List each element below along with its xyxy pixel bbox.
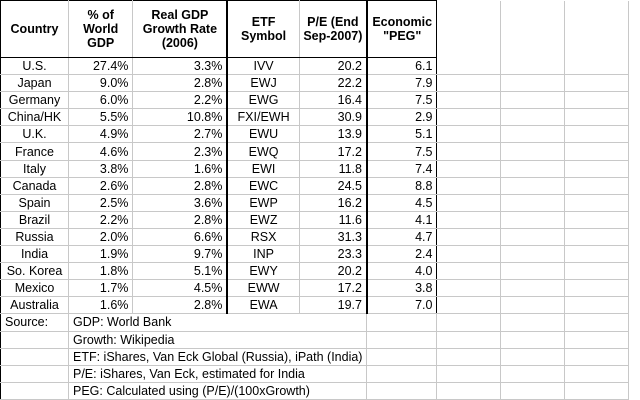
empty-cell bbox=[437, 382, 501, 399]
cell-peg: 7.5 bbox=[367, 143, 437, 160]
empty-cell bbox=[565, 246, 629, 263]
cell-country: So. Korea bbox=[1, 263, 69, 280]
empty-cell bbox=[437, 365, 501, 382]
cell-country: Australia bbox=[1, 297, 69, 314]
table-row bbox=[1, 58, 629, 75]
header-country: Country bbox=[1, 1, 69, 58]
empty-cell bbox=[501, 280, 565, 297]
source-note-text: ETF: iShares, Van Eck Global (Russia), iPath (India) bbox=[69, 348, 367, 365]
cell-etf-symbol: EWI bbox=[227, 160, 299, 177]
source-note-text: P/E: iShares, Van Eck, estimated for India bbox=[69, 365, 367, 382]
empty-cell bbox=[565, 280, 629, 297]
empty-cell bbox=[501, 58, 565, 75]
empty-cell bbox=[437, 263, 501, 280]
empty-cell bbox=[501, 348, 565, 365]
cell-etf-symbol: EWW bbox=[227, 280, 299, 297]
cell-growth-rate: 2.8% bbox=[133, 177, 227, 194]
table-row bbox=[1, 109, 629, 126]
empty-cell bbox=[437, 314, 501, 331]
cell-pe: 22.2 bbox=[299, 75, 367, 92]
cell-country: Japan bbox=[1, 75, 69, 92]
table-row bbox=[1, 177, 629, 194]
cell-pe: 11.8 bbox=[299, 160, 367, 177]
empty-cell bbox=[1, 331, 69, 348]
table-row bbox=[1, 92, 629, 109]
header-row bbox=[1, 1, 629, 58]
cell-growth-rate: 2.8% bbox=[133, 211, 227, 228]
cell-world-gdp: 27.4% bbox=[69, 58, 133, 75]
cell-etf-symbol: EWJ bbox=[227, 75, 299, 92]
cell-growth-rate: 10.8% bbox=[133, 109, 227, 126]
cell-world-gdp: 2.6% bbox=[69, 177, 133, 194]
empty-cell bbox=[501, 228, 565, 245]
empty-cell bbox=[501, 160, 565, 177]
cell-growth-rate: 2.8% bbox=[133, 75, 227, 92]
empty-cell bbox=[565, 1, 629, 58]
empty-cell bbox=[437, 348, 501, 365]
cell-world-gdp: 3.8% bbox=[69, 160, 133, 177]
cell-country: Italy bbox=[1, 160, 69, 177]
cell-country: China/HK bbox=[1, 109, 69, 126]
cell-pe: 13.9 bbox=[299, 126, 367, 143]
empty-cell bbox=[437, 1, 501, 58]
source-note-row bbox=[1, 348, 629, 365]
empty-cell bbox=[501, 211, 565, 228]
cell-peg: 7.0 bbox=[367, 297, 437, 314]
source-note-text: Growth: Wikipedia bbox=[69, 331, 367, 348]
table-row bbox=[1, 297, 629, 314]
empty-cell bbox=[437, 92, 501, 109]
table-row bbox=[1, 280, 629, 297]
empty-cell bbox=[437, 297, 501, 314]
cell-world-gdp: 1.6% bbox=[69, 297, 133, 314]
empty-cell bbox=[1, 348, 69, 365]
cell-country: Spain bbox=[1, 194, 69, 211]
cell-country: Russia bbox=[1, 228, 69, 245]
source-note-row bbox=[1, 365, 629, 382]
empty-cell bbox=[501, 126, 565, 143]
cell-world-gdp: 6.0% bbox=[69, 92, 133, 109]
empty-cell bbox=[437, 331, 501, 348]
empty-cell bbox=[565, 126, 629, 143]
empty-cell bbox=[565, 194, 629, 211]
cell-world-gdp: 1.9% bbox=[69, 246, 133, 263]
empty-cell bbox=[501, 263, 565, 280]
empty-cell bbox=[565, 109, 629, 126]
empty-cell bbox=[565, 382, 629, 399]
empty-cell bbox=[367, 331, 437, 348]
cell-growth-rate: 2.3% bbox=[133, 143, 227, 160]
table-row bbox=[1, 143, 629, 160]
empty-cell bbox=[565, 365, 629, 382]
empty-cell bbox=[437, 143, 501, 160]
cell-growth-rate: 2.7% bbox=[133, 126, 227, 143]
empty-cell bbox=[437, 194, 501, 211]
empty-cell bbox=[367, 365, 437, 382]
cell-peg: 7.5 bbox=[367, 92, 437, 109]
empty-cell bbox=[437, 58, 501, 75]
cell-peg: 3.8 bbox=[367, 280, 437, 297]
empty-cell bbox=[501, 365, 565, 382]
empty-cell bbox=[565, 160, 629, 177]
cell-country: Brazil bbox=[1, 211, 69, 228]
empty-cell bbox=[565, 92, 629, 109]
empty-cell bbox=[501, 246, 565, 263]
cell-world-gdp: 9.0% bbox=[69, 75, 133, 92]
cell-pe: 20.2 bbox=[299, 58, 367, 75]
source-note-row bbox=[1, 314, 629, 331]
empty-cell bbox=[565, 331, 629, 348]
empty-cell bbox=[565, 211, 629, 228]
cell-etf-symbol: EWU bbox=[227, 126, 299, 143]
empty-cell bbox=[437, 75, 501, 92]
cell-pe: 17.2 bbox=[299, 143, 367, 160]
empty-cell bbox=[437, 211, 501, 228]
cell-growth-rate: 9.7% bbox=[133, 246, 227, 263]
empty-cell bbox=[501, 382, 565, 399]
cell-world-gdp: 2.5% bbox=[69, 194, 133, 211]
table-row bbox=[1, 160, 629, 177]
cell-pe: 31.3 bbox=[299, 228, 367, 245]
cell-peg: 6.1 bbox=[367, 58, 437, 75]
empty-cell bbox=[565, 297, 629, 314]
empty-cell bbox=[367, 382, 437, 399]
cell-world-gdp: 1.8% bbox=[69, 263, 133, 280]
cell-peg: 4.0 bbox=[367, 263, 437, 280]
cell-country: Germany bbox=[1, 92, 69, 109]
source-note-text: GDP: World Bank bbox=[69, 314, 367, 331]
cell-world-gdp: 1.7% bbox=[69, 280, 133, 297]
cell-peg: 5.1 bbox=[367, 126, 437, 143]
cell-peg: 4.5 bbox=[367, 194, 437, 211]
cell-etf-symbol: EWA bbox=[227, 297, 299, 314]
cell-growth-rate: 2.8% bbox=[133, 297, 227, 314]
empty-cell bbox=[501, 177, 565, 194]
cell-etf-symbol: EWG bbox=[227, 92, 299, 109]
empty-cell bbox=[501, 92, 565, 109]
header-pe: P/E (End Sep-2007) bbox=[299, 1, 367, 58]
cell-peg: 7.9 bbox=[367, 75, 437, 92]
cell-pe: 16.4 bbox=[299, 92, 367, 109]
empty-cell bbox=[565, 348, 629, 365]
cell-growth-rate: 3.3% bbox=[133, 58, 227, 75]
cell-pe: 11.6 bbox=[299, 211, 367, 228]
source-note-text: PEG: Calculated using (P/E)/(100xGrowth) bbox=[69, 382, 367, 399]
empty-cell bbox=[367, 314, 437, 331]
table-row bbox=[1, 75, 629, 92]
cell-world-gdp: 4.9% bbox=[69, 126, 133, 143]
empty-cell bbox=[565, 143, 629, 160]
cell-etf-symbol: EWC bbox=[227, 177, 299, 194]
empty-cell bbox=[1, 365, 69, 382]
table-row bbox=[1, 246, 629, 263]
cell-country: Canada bbox=[1, 177, 69, 194]
empty-cell bbox=[565, 177, 629, 194]
cell-country: U.S. bbox=[1, 58, 69, 75]
header-world-gdp: % of World GDP bbox=[69, 1, 133, 58]
cell-pe: 24.5 bbox=[299, 177, 367, 194]
empty-cell bbox=[501, 75, 565, 92]
empty-cell bbox=[437, 280, 501, 297]
cell-etf-symbol: EWP bbox=[227, 194, 299, 211]
cell-pe: 20.2 bbox=[299, 263, 367, 280]
empty-cell bbox=[501, 143, 565, 160]
table-row bbox=[1, 263, 629, 280]
empty-cell bbox=[437, 126, 501, 143]
empty-cell bbox=[501, 331, 565, 348]
empty-cell bbox=[1, 382, 69, 399]
empty-cell bbox=[437, 228, 501, 245]
empty-cell bbox=[437, 246, 501, 263]
source-label: Source: bbox=[1, 314, 69, 331]
empty-cell bbox=[501, 314, 565, 331]
empty-cell bbox=[437, 160, 501, 177]
source-note-row bbox=[1, 382, 629, 399]
cell-peg: 2.4 bbox=[367, 246, 437, 263]
cell-peg: 7.4 bbox=[367, 160, 437, 177]
table-row bbox=[1, 211, 629, 228]
cell-growth-rate: 5.1% bbox=[133, 263, 227, 280]
cell-growth-rate: 6.6% bbox=[133, 228, 227, 245]
cell-country: India bbox=[1, 246, 69, 263]
cell-etf-symbol: EWY bbox=[227, 263, 299, 280]
cell-growth-rate: 4.5% bbox=[133, 280, 227, 297]
cell-pe: 23.3 bbox=[299, 246, 367, 263]
empty-cell bbox=[565, 75, 629, 92]
empty-cell bbox=[565, 228, 629, 245]
cell-pe: 30.9 bbox=[299, 109, 367, 126]
cell-country: Mexico bbox=[1, 280, 69, 297]
empty-cell bbox=[501, 297, 565, 314]
empty-cell bbox=[565, 263, 629, 280]
cell-world-gdp: 5.5% bbox=[69, 109, 133, 126]
table-row bbox=[1, 228, 629, 245]
header-etf-symbol: ETF Symbol bbox=[227, 1, 299, 58]
cell-etf-symbol: FXI/EWH bbox=[227, 109, 299, 126]
header-growth-rate: Real GDP Growth Rate (2006) bbox=[133, 1, 227, 58]
cell-etf-symbol: RSX bbox=[227, 228, 299, 245]
empty-cell bbox=[501, 194, 565, 211]
source-note-row bbox=[1, 331, 629, 348]
cell-etf-symbol: INP bbox=[227, 246, 299, 263]
cell-pe: 16.2 bbox=[299, 194, 367, 211]
empty-cell bbox=[437, 177, 501, 194]
cell-peg: 2.9 bbox=[367, 109, 437, 126]
empty-cell bbox=[501, 109, 565, 126]
cell-world-gdp: 4.6% bbox=[69, 143, 133, 160]
empty-cell bbox=[367, 348, 437, 365]
cell-peg: 4.7 bbox=[367, 228, 437, 245]
empty-cell bbox=[565, 58, 629, 75]
cell-country: U.K. bbox=[1, 126, 69, 143]
cell-world-gdp: 2.0% bbox=[69, 228, 133, 245]
cell-pe: 17.2 bbox=[299, 280, 367, 297]
cell-growth-rate: 2.2% bbox=[133, 92, 227, 109]
cell-peg: 4.1 bbox=[367, 211, 437, 228]
cell-country: France bbox=[1, 143, 69, 160]
empty-cell bbox=[437, 109, 501, 126]
cell-peg: 8.8 bbox=[367, 177, 437, 194]
header-peg: Economic "PEG" bbox=[367, 1, 437, 58]
table-row bbox=[1, 126, 629, 143]
cell-growth-rate: 3.6% bbox=[133, 194, 227, 211]
table-row bbox=[1, 194, 629, 211]
cell-world-gdp: 2.2% bbox=[69, 211, 133, 228]
cell-pe: 19.7 bbox=[299, 297, 367, 314]
cell-growth-rate: 1.6% bbox=[133, 160, 227, 177]
empty-cell bbox=[565, 314, 629, 331]
cell-etf-symbol: EWQ bbox=[227, 143, 299, 160]
cell-etf-symbol: EWZ bbox=[227, 211, 299, 228]
cell-etf-symbol: IVV bbox=[227, 58, 299, 75]
empty-cell bbox=[501, 1, 565, 58]
